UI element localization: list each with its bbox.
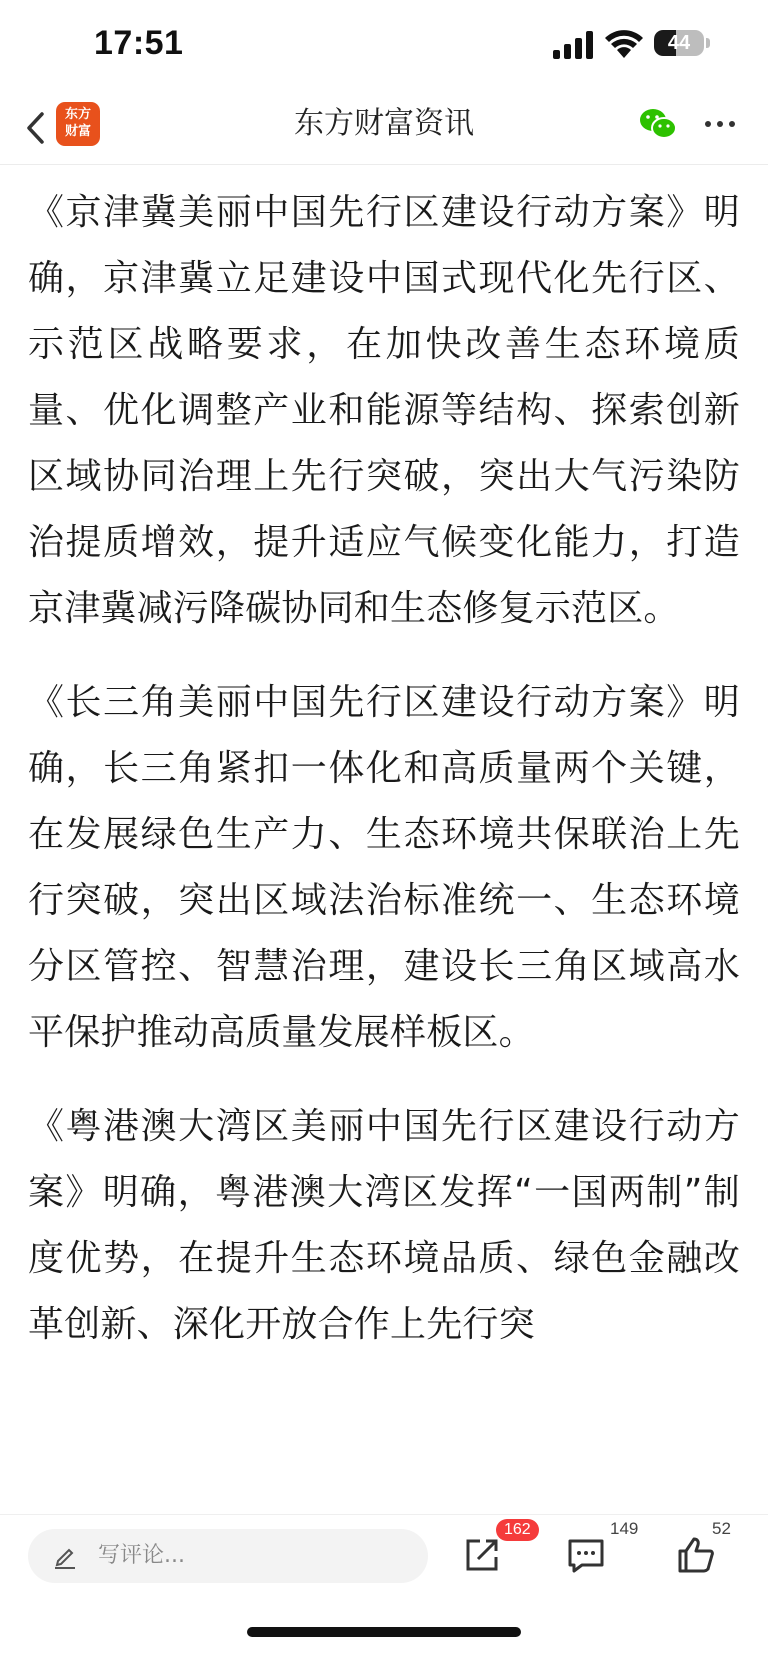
battery-level-text: 44 xyxy=(667,32,691,54)
app-logo[interactable] xyxy=(56,102,100,146)
home-indicator[interactable] xyxy=(247,1627,521,1637)
status-time: 17:51 xyxy=(94,24,184,62)
share-icon[interactable] xyxy=(460,1533,504,1577)
back-chevron-icon[interactable] xyxy=(22,108,52,148)
logo-text-bottom: 财富 xyxy=(64,124,91,139)
battery-icon xyxy=(654,30,710,60)
more-options-icon[interactable] xyxy=(702,112,738,136)
article-paragraph: 《京津冀美丽中国先行区建设行动方案》明确，京津冀立足建设中国式现代化先行区、示范区战略要求，在加快改善生态环境质量、优化调整产业和能源等结构、探索创新区域协同治理上先行突破，突出大气污染防治提质增效，提升适应气候变化能力，打造京津冀减污降碳协同和生态修复示范区。 xyxy=(28,192,740,629)
logo-text-top: 东方 xyxy=(64,107,91,122)
pencil-icon xyxy=(50,1541,80,1571)
like-count: 52 xyxy=(712,1519,731,1538)
page-title: 东方财富资讯 xyxy=(294,106,474,141)
article-paragraph: 《长三角美丽中国先行区建设行动方案》明确，长三角紧扣一体化和高质量两个关键，在发展绿色生产力、生态环境共保联治上先行突破，突出区域法治标准统一、生态环境分区管控、智慧治理，建设长三角区域高水平保护推动高质量发展样板区。 xyxy=(28,682,740,1053)
cellular-signal-icon xyxy=(552,30,596,60)
share-count-badge: 162 xyxy=(496,1519,539,1541)
comment-count: 149 xyxy=(610,1519,639,1538)
article-paragraph: 《粤港澳大湾区美丽中国先行区建设行动方案》明确，粤港澳大湾区发挥“一国两制”制度优势，在提升生态环境品质、绿色金融改革创新、深化开放合作上先行突 xyxy=(28,1106,740,1345)
bottom-action-bar xyxy=(0,1514,768,1663)
wifi-icon xyxy=(604,28,644,60)
article-body xyxy=(28,180,740,1386)
comment-placeholder: 写评论... xyxy=(98,1543,185,1568)
nav-bar xyxy=(0,92,768,165)
thumbs-up-icon[interactable] xyxy=(674,1533,718,1577)
wechat-share-icon[interactable] xyxy=(638,106,678,142)
comment-icon[interactable] xyxy=(564,1533,608,1577)
status-bar xyxy=(0,0,768,92)
comment-input[interactable] xyxy=(28,1529,428,1583)
